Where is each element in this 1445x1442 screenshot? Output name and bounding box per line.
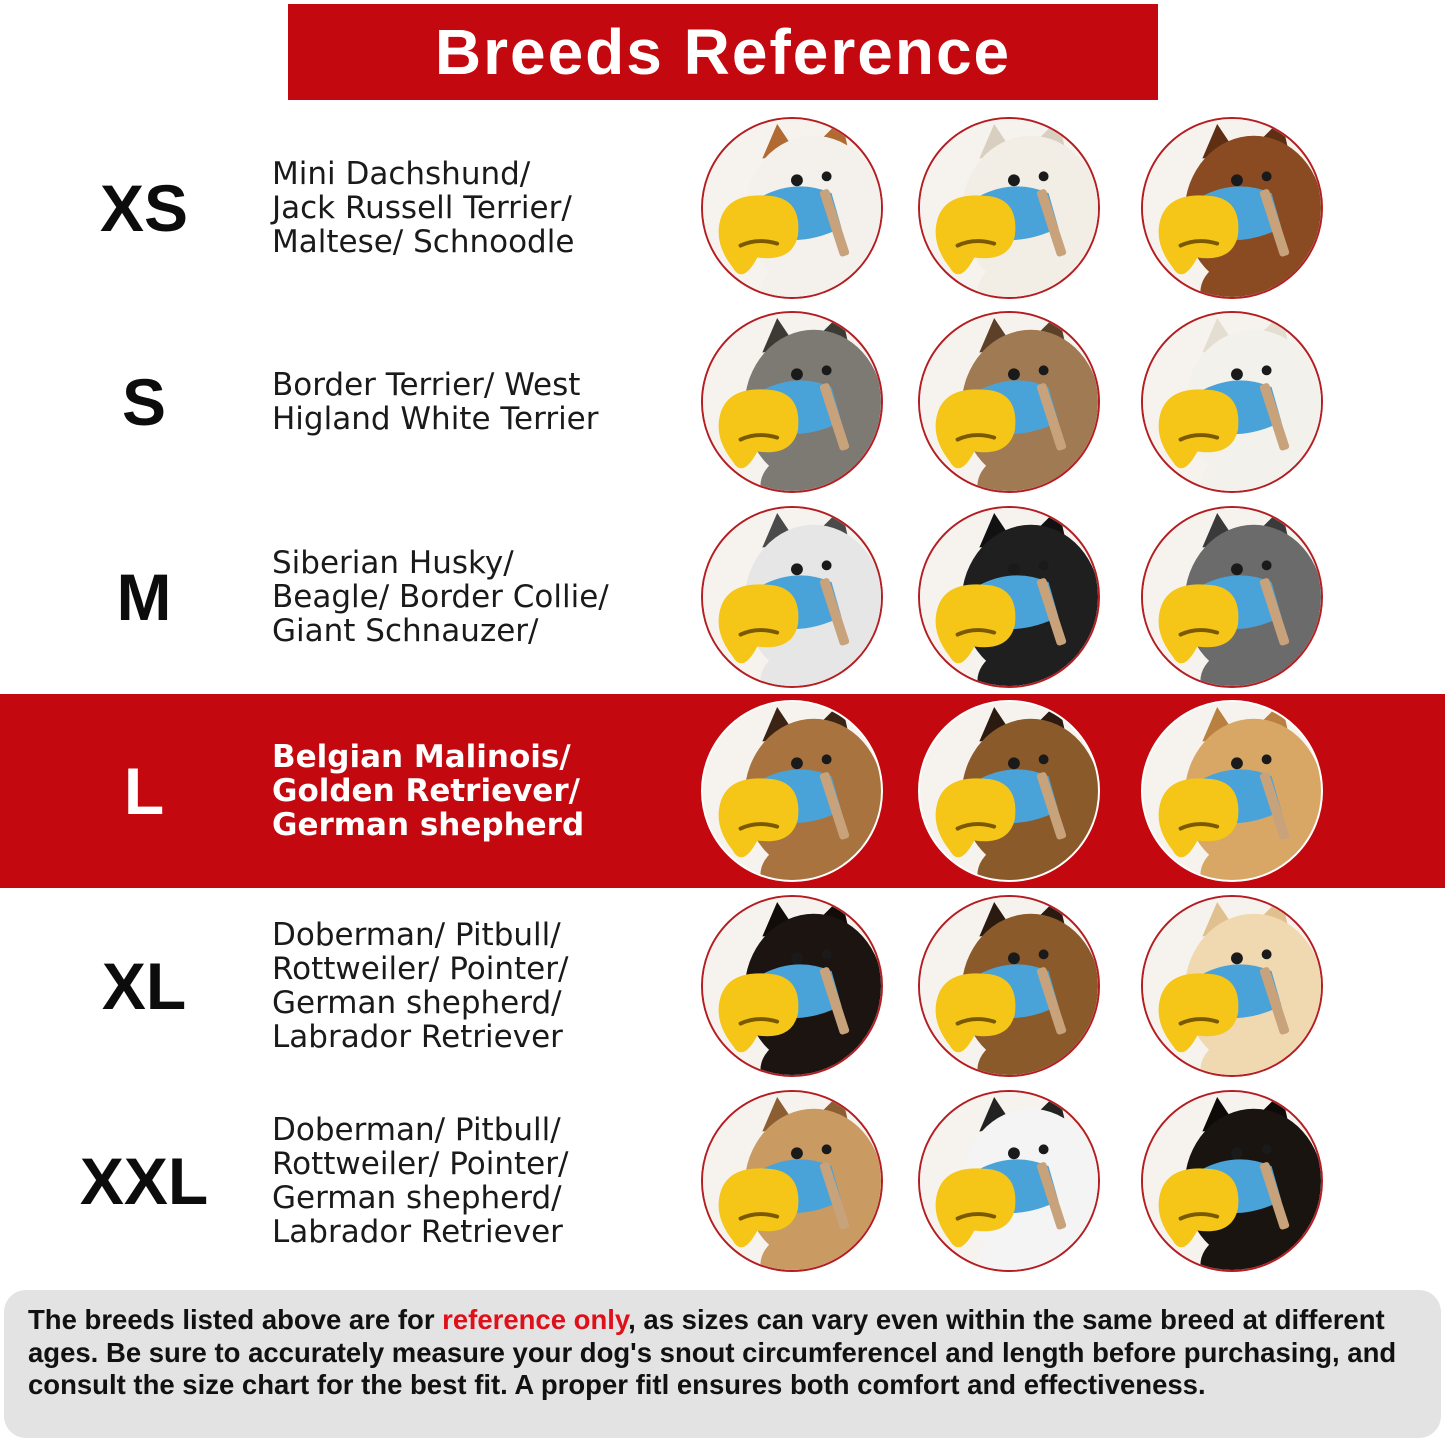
note-text-end: , as sizes can vary even within the same breed at different ages. Be sure to accurately measure your dog's snout circumferencel and length before purchasing, and consult the size chart for the best fit. A proper fitl ensures both comfort and effectiveness. <box>28 1304 1397 1400</box>
dog-labrador-icon <box>1141 895 1323 1077</box>
breed-list <box>272 918 672 1054</box>
breed-list <box>272 157 672 259</box>
size-label: L <box>123 754 165 828</box>
note-text-start: The breeds listed above are for <box>28 1304 443 1335</box>
dog-pitbull-icon <box>701 1090 883 1272</box>
dog-dalmatian-icon <box>918 1090 1100 1272</box>
breed-line: Giant Schnauzer/ <box>272 613 539 649</box>
disclaimer-note <box>4 1290 1441 1438</box>
size-row-m <box>0 500 1445 694</box>
dog-rottweiler-icon <box>1141 1090 1323 1272</box>
breed-line: Golden Retriever/ <box>272 773 580 809</box>
breed-line: Beagle/ Border Collie/ <box>272 579 609 615</box>
breed-line: Mini Dachshund/ <box>272 156 531 192</box>
size-label: XXL <box>79 1144 209 1218</box>
dog-german-shepherd-icon <box>918 700 1100 882</box>
title-banner <box>288 4 1158 100</box>
breed-line: Siberian Husky/ <box>272 545 514 581</box>
dog-doberman-icon <box>701 895 883 1077</box>
size-row-xs <box>0 111 1445 305</box>
breed-line: Belgian Malinois/ <box>272 739 571 775</box>
note-emphasis: reference only <box>442 1304 629 1335</box>
breed-line: Labrador Retriever <box>272 1019 563 1055</box>
dog-dachshund-icon <box>1141 117 1323 299</box>
breed-line: Rottweiler/ Pointer/ <box>272 1146 569 1182</box>
dog-schnauzer-icon <box>1141 506 1323 688</box>
breed-list <box>272 546 672 648</box>
dog-husky-icon <box>701 506 883 688</box>
breed-list <box>272 740 672 842</box>
dog-border-terrier-icon <box>918 311 1100 493</box>
size-row-xxl <box>0 1084 1445 1278</box>
breed-line: German shepherd/ <box>272 985 562 1021</box>
dog-maltese-icon <box>918 117 1100 299</box>
size-label: XS <box>99 171 189 245</box>
breed-line: Maltese/ Schnoodle <box>272 224 575 260</box>
size-row-l <box>0 694 1445 888</box>
dog-golden-retriever-icon <box>1141 700 1323 882</box>
size-label: M <box>116 560 172 634</box>
size-row-xl <box>0 889 1445 1083</box>
dog-jack-russell-icon <box>701 117 883 299</box>
size-row-s <box>0 305 1445 499</box>
breed-line: Doberman/ Pitbull/ <box>272 917 561 953</box>
breed-line: Labrador Retriever <box>272 1214 563 1250</box>
breed-list <box>272 368 672 436</box>
page-title: Breeds Reference <box>434 16 1012 88</box>
breed-line: Doberman/ Pitbull/ <box>272 1112 561 1148</box>
breed-list <box>272 1113 672 1249</box>
breed-line: Higland White Terrier <box>272 401 599 437</box>
dog-border-collie-icon <box>918 506 1100 688</box>
size-label: XL <box>101 949 187 1023</box>
breed-line: Border Terrier/ West <box>272 367 581 403</box>
breed-line: Jack Russell Terrier/ <box>272 190 572 226</box>
dog-malinois-icon <box>701 700 883 882</box>
dog-terrier-gray-icon <box>701 311 883 493</box>
size-label: S <box>121 365 167 439</box>
breed-line: Rottweiler/ Pointer/ <box>272 951 569 987</box>
breed-line: German shepherd/ <box>272 1180 562 1216</box>
breed-line: German shepherd <box>272 807 585 843</box>
dog-german-shepherd-2-icon <box>918 895 1100 1077</box>
dog-westie-icon <box>1141 311 1323 493</box>
